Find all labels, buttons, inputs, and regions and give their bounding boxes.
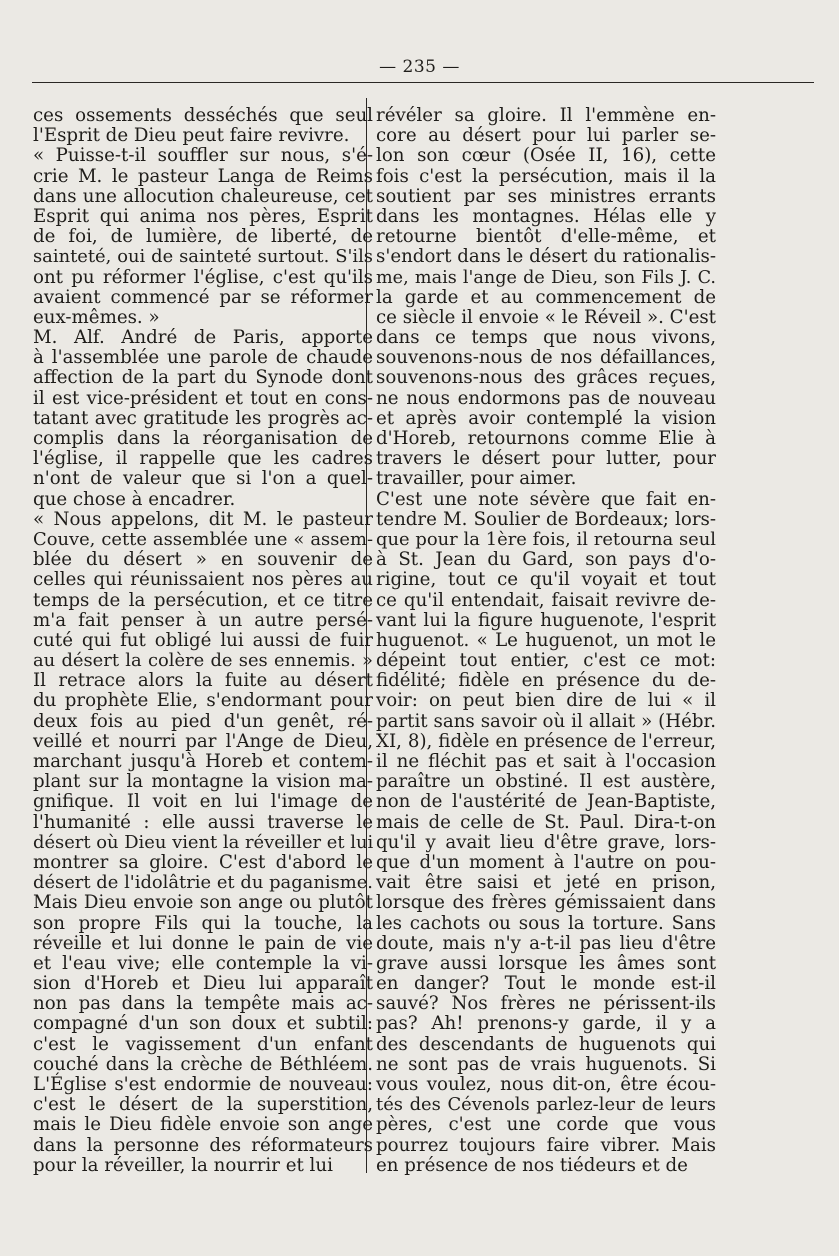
text-line: des descendants de huguenots qui xyxy=(376,1033,716,1055)
text-line: Couve, cette assemblée une « assem- xyxy=(33,528,373,550)
text-line: partit sans savoir où il allait » (Hébr. xyxy=(376,710,716,732)
text-line: doute, mais n'y a-t-il pas lieu d'être xyxy=(376,932,716,954)
text-line: dans les montagnes. Hélas elle y xyxy=(376,205,716,227)
text-line: mais de celle de St. Paul. Dira-t-on xyxy=(376,811,716,833)
text-line: c'est le vagissement d'un enfant xyxy=(33,1033,373,1055)
header-rule xyxy=(32,82,814,83)
text-line: tatant avec gratitude les progrès ac- xyxy=(33,407,373,429)
text-line: rigine, tout ce qu'il voyait et tout xyxy=(376,569,716,591)
text-line: voir: on peut bien dire de lui « il xyxy=(376,690,716,712)
text-line: Il retrace alors la fuite au désert xyxy=(33,670,373,692)
text-line: de foi, de lumière, de liberté, de xyxy=(33,226,373,248)
text-line: à l'assemblée une parole de chaude xyxy=(33,347,373,369)
text-line: XI, 8), fidèle en présence de l'erreur, xyxy=(376,730,716,752)
text-line: celles qui réunissaient nos pères au xyxy=(33,569,373,591)
text-line: grave aussi lorsque les âmes sont xyxy=(376,952,716,974)
text-line: eux-mêmes. » xyxy=(33,306,160,328)
page-number: — 235 — xyxy=(379,57,460,77)
text-line: deux fois au pied d'un genêt, ré- xyxy=(33,710,373,732)
text-line: mais le Dieu fidèle envoie son ange xyxy=(33,1114,373,1136)
text-line: veillé et nourri par l'Ange de Dieu, xyxy=(33,730,373,752)
text-line: au désert la colère de ses ennemis. » xyxy=(33,650,373,672)
text-line: blée du désert » en souvenir de xyxy=(33,549,373,571)
text-line: c'est le désert de la superstition, xyxy=(33,1094,373,1116)
text-line: sion d'Horeb et Dieu lui apparaît xyxy=(33,973,373,995)
text-line: l'humanité : elle aussi traverse le xyxy=(33,811,373,833)
text-line: dans ce temps que nous vivons, xyxy=(376,327,716,349)
text-line: « Puisse-t-il souffler sur nous, s'é- xyxy=(33,145,373,167)
text-line: ont pu réformer l'église, c'est qu'ils xyxy=(33,266,373,288)
text-line: C'est une note sévère que fait en- xyxy=(376,488,716,510)
text-line: que d'un moment à l'autre on pou- xyxy=(376,851,716,873)
text-line: s'endort dans le désert du rationalis- xyxy=(376,246,716,268)
text-line: désert où Dieu vient la réveiller et lui xyxy=(33,831,374,853)
text-line: lon son cœur (Osée II, 16), cette xyxy=(376,145,716,167)
text-line: vant lui la figure huguenote, l'esprit xyxy=(376,609,716,631)
text-line: vait être saisi et jeté en prison, xyxy=(376,872,716,894)
text-line: gnifique. Il voit en lui l'image de xyxy=(33,791,373,813)
text-line: il est vice-président et tout en cons- xyxy=(33,387,373,409)
text-line: dépeint tout entier, c'est ce mot: xyxy=(376,650,716,672)
text-line: la garde et au commencement de xyxy=(376,286,716,308)
text-line: sainteté, oui de sainteté surtout. S'ils xyxy=(33,246,373,268)
text-line: à St. Jean du Gard, son pays d'o- xyxy=(376,549,716,571)
text-line: ce qu'il entendait, faisait revivre de- xyxy=(376,589,716,611)
text-line: Mais Dieu envoie son ange ou plutôt xyxy=(33,892,373,914)
text-line: montrer sa gloire. C'est d'abord le xyxy=(33,851,373,873)
text-line: travers le désert pour lutter, pour xyxy=(376,448,716,470)
text-line: du prophète Elie, s'endormant pour xyxy=(33,690,373,712)
text-line: et après avoir contemplé la vision xyxy=(376,407,716,429)
text-line: avaient commencé par se réformer xyxy=(33,286,373,308)
text-line: l'Esprit de Dieu peut faire revivre. xyxy=(33,125,350,147)
text-line: travailler, pour aimer. xyxy=(376,468,577,490)
text-line: paraître un obstiné. Il est austère, xyxy=(376,771,716,793)
text-line: l'église, il rappelle que les cadres xyxy=(33,448,373,470)
text-line: sauvé? Nos frères ne périssent-ils xyxy=(376,993,716,1015)
text-line: ne sont pas de vrais huguenots. Si xyxy=(376,1053,716,1075)
text-line: il ne fléchit pas et sait à l'occasion xyxy=(376,751,716,772)
column-divider xyxy=(366,98,367,1173)
text-line: fois c'est la persécution, mais il la xyxy=(376,165,716,187)
text-line: révéler sa gloire. Il l'emmène en- xyxy=(376,105,716,126)
text-line: compagné d'un son doux et subtil: xyxy=(33,1013,373,1035)
text-line: plant sur la montagne la vision ma- xyxy=(33,771,373,793)
text-line: temps de la persécution, et ce titre xyxy=(33,589,373,611)
text-line: les cachots ou sous la torture. Sans xyxy=(376,912,716,934)
text-line: pères, c'est une corde que vous xyxy=(376,1114,716,1136)
text-line: et l'eau vive; elle contemple la vi- xyxy=(33,952,373,974)
text-line: n'ont de valeur que si l'on a quel- xyxy=(33,468,373,490)
text-line: Esprit qui anima nos pères, Esprit xyxy=(33,205,373,227)
text-line: ces ossements desséchés que seul xyxy=(33,105,373,126)
text-line: pour la réveiller, la nourrir et lui xyxy=(33,1154,333,1176)
text-line: L'Église s'est endormie de nouveau: xyxy=(33,1074,373,1095)
text-line: souvenons-nous de nos défaillances, xyxy=(376,347,716,369)
text-line: core au désert pour lui parler se- xyxy=(376,125,716,147)
text-line: tendre M. Soulier de Bordeaux; lors- xyxy=(376,508,716,530)
text-line: couché dans la crèche de Béthléem. xyxy=(33,1053,373,1075)
text-line: dans la personne des réformateurs xyxy=(33,1134,373,1156)
text-line: marchant jusqu'à Horeb et contem- xyxy=(33,751,373,772)
left-column xyxy=(33,106,373,1176)
text-line: qu'il y avait lieu d'être grave, lors- xyxy=(376,831,716,853)
text-line: souvenons-nous des grâces reçues, xyxy=(376,367,716,389)
text-line: « Nous appelons, dit M. le pasteur xyxy=(33,508,373,530)
text-line: ce siècle il envoie « le Réveil ». C'est xyxy=(376,306,716,328)
text-line: en présence de nos tiédeurs et de xyxy=(376,1154,688,1176)
text-line: pourrez toujours faire vibrer. Mais xyxy=(376,1134,716,1156)
text-line: que pour la 1ère fois, il retourna seul xyxy=(376,528,716,550)
right-column xyxy=(376,106,716,1176)
text-line: huguenot. « Le huguenot, un mot le xyxy=(376,629,716,651)
text-line: fidélité; fidèle en présence du de- xyxy=(376,670,716,692)
text-line: son propre Fils qui la touche, la xyxy=(33,912,373,934)
text-line: M. Alf. André de Paris, apporte xyxy=(33,327,373,349)
text-line: tés des Cévenols parlez-leur de leurs xyxy=(376,1094,716,1116)
text-line: réveille et lui donne le pain de vie xyxy=(33,932,373,954)
text-line: dans une allocution chaleureuse, cet xyxy=(33,185,373,207)
text-line: non pas dans la tempête mais ac- xyxy=(33,993,373,1015)
text-line: pas? Ah! prenons-y garde, il y a xyxy=(376,1013,716,1035)
text-line: affection de la part du Synode dont xyxy=(33,367,373,389)
text-line: ne nous endormons pas de nouveau xyxy=(376,387,716,409)
text-line: d'Horeb, retournons comme Elie à xyxy=(376,428,716,449)
text-line: en danger? Tout le monde est-il xyxy=(376,973,716,995)
text-line: cuté qui fut obligé lui aussi de fuir xyxy=(33,629,373,651)
text-line: que chose à encadrer. xyxy=(33,488,236,510)
text-line: me, mais l'ange de Dieu, son Fils J. C. xyxy=(376,267,716,288)
text-line: soutient par ses ministres errants xyxy=(376,185,716,207)
text-line: crie M. le pasteur Langa de Reims xyxy=(33,165,373,187)
text-line: complis dans la réorganisation de xyxy=(33,428,373,449)
text-line: non de l'austérité de Jean-Baptiste, xyxy=(376,791,716,813)
text-line: retourne bientôt d'elle-même, et xyxy=(376,226,716,248)
text-line: vous voulez, nous dit-on, être écou- xyxy=(376,1074,716,1095)
text-line: m'a fait penser à un autre persé- xyxy=(33,609,373,631)
text-line: lorsque des frères gémissaient dans xyxy=(376,892,716,914)
text-line: désert de l'idolâtrie et du paganisme. xyxy=(33,872,373,894)
